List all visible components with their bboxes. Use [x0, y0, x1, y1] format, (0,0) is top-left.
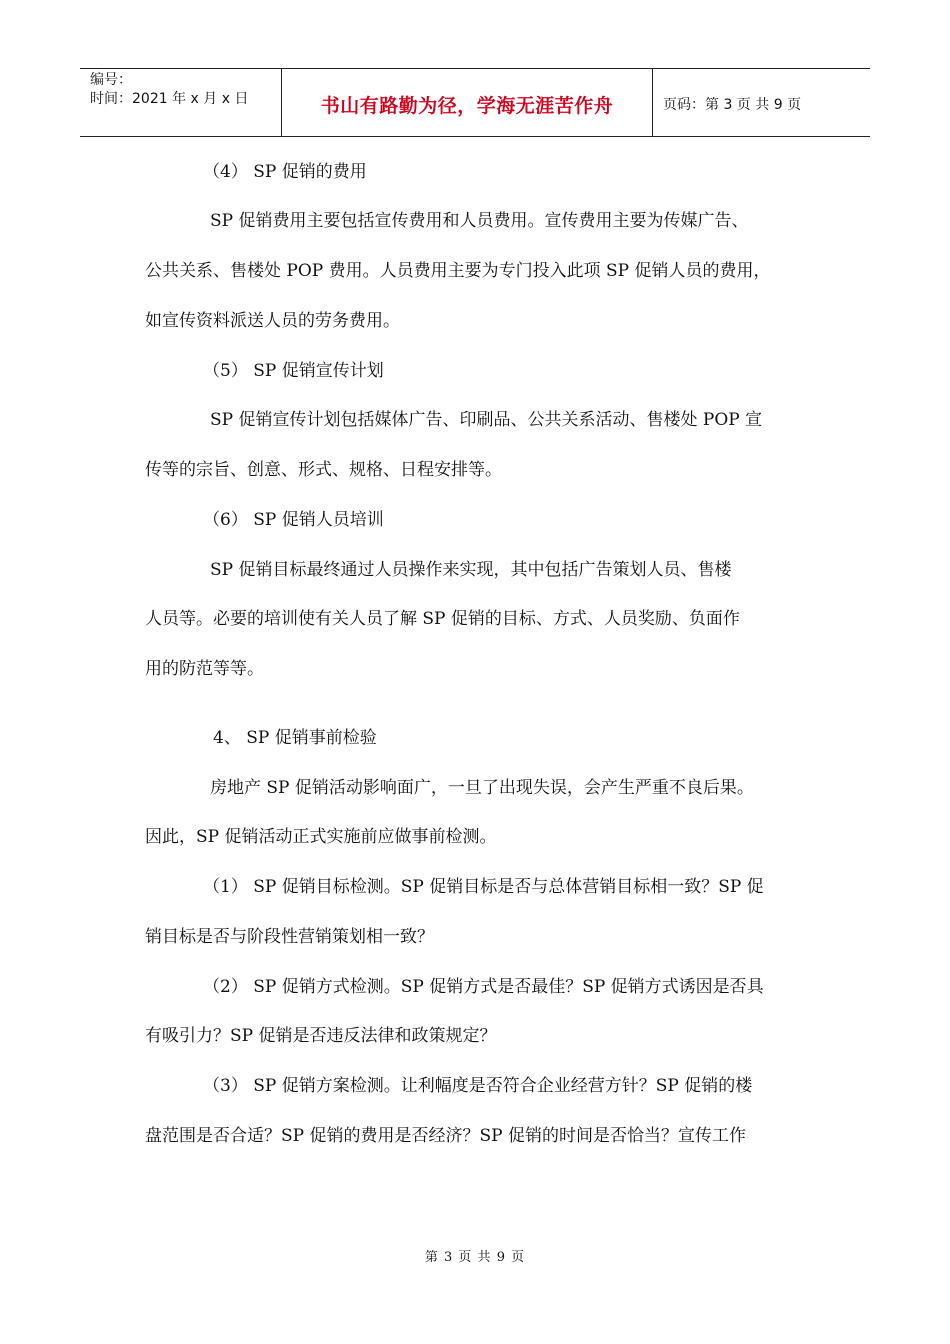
paragraph-line: 人员等。必要的培训使有关人员了解 SP 促销的目标、方式、人员奖励、负面作 — [145, 609, 740, 629]
page-header — [80, 68, 870, 137]
section-heading: （6） SP 促销人员培训 — [203, 510, 384, 530]
section-heading: （4） SP 促销的费用 — [203, 162, 367, 182]
document-date-label: 时间：2021 年 x 月 x 日 — [90, 91, 249, 107]
paragraph-line: SP 促销费用主要包括宣传费用和人员费用。宣传费用主要为传媒广告、 — [210, 211, 749, 231]
section-heading: （5） SP 促销宣传计划 — [203, 361, 384, 381]
header-motto: 书山有路勤为径，学海无涯苦作舟 — [320, 95, 614, 117]
paragraph-line: 公共关系、售楼处 POP 费用。人员费用主要为专门投入此项 SP 促销人员的费用， — [145, 261, 771, 281]
paragraph-line: （3） SP 促销方案检测。让利幅度是否符合企业经营方针？SP 促销的楼 — [203, 1076, 753, 1096]
paragraph-line: 因此，SP 促销活动正式实施前应做事前检测。 — [145, 827, 497, 847]
header-page-number: 页码：第 3 页 共 9 页 — [663, 96, 802, 113]
paragraph-line: （2） SP 促销方式检测。SP 促销方式是否最佳？SP 促销方式诱因是否具 — [203, 977, 764, 997]
paragraph-line: 盘范围是否合适？SP 促销的费用是否经济？SP 促销的时间是否恰当？宣传工作 — [145, 1126, 746, 1146]
page-footer: 第 3 页 共 9 页 — [424, 1250, 526, 1265]
paragraph-line: SP 促销宣传计划包括媒体广告、印刷品、公共关系活动、售楼处 POP 宣 — [210, 410, 763, 430]
paragraph-line: 销目标是否与阶段性营销策划相一致？ — [145, 927, 434, 947]
paragraph-line: 有吸引力？SP 促销是否违反法律和政策规定？ — [145, 1026, 497, 1046]
header-page-cell — [653, 69, 870, 136]
paragraph-line: 传等的宗旨、创意、形式、规格、日程安排等。 — [145, 460, 502, 480]
header-meta — [80, 69, 282, 136]
section-heading: 4、 SP 促销事前检验 — [213, 728, 377, 748]
document-number-label: 编号： — [90, 72, 132, 88]
header-motto-cell — [282, 69, 653, 136]
paragraph-line: SP 促销目标最终通过人员操作来实现，其中包括广告策划人员、售楼 — [210, 560, 732, 580]
paragraph-line: 用的防范等等。 — [145, 659, 264, 679]
paragraph-line: （1） SP 促销目标检测。SP 促销目标是否与总体营销目标相一致？SP 促 — [203, 877, 764, 897]
paragraph-line: 房地产 SP 促销活动影响面广，一旦了出现失误，会产生严重不良后果。 — [210, 778, 754, 798]
paragraph-line: 如宣传资料派送人员的劳务费用。 — [145, 311, 400, 331]
